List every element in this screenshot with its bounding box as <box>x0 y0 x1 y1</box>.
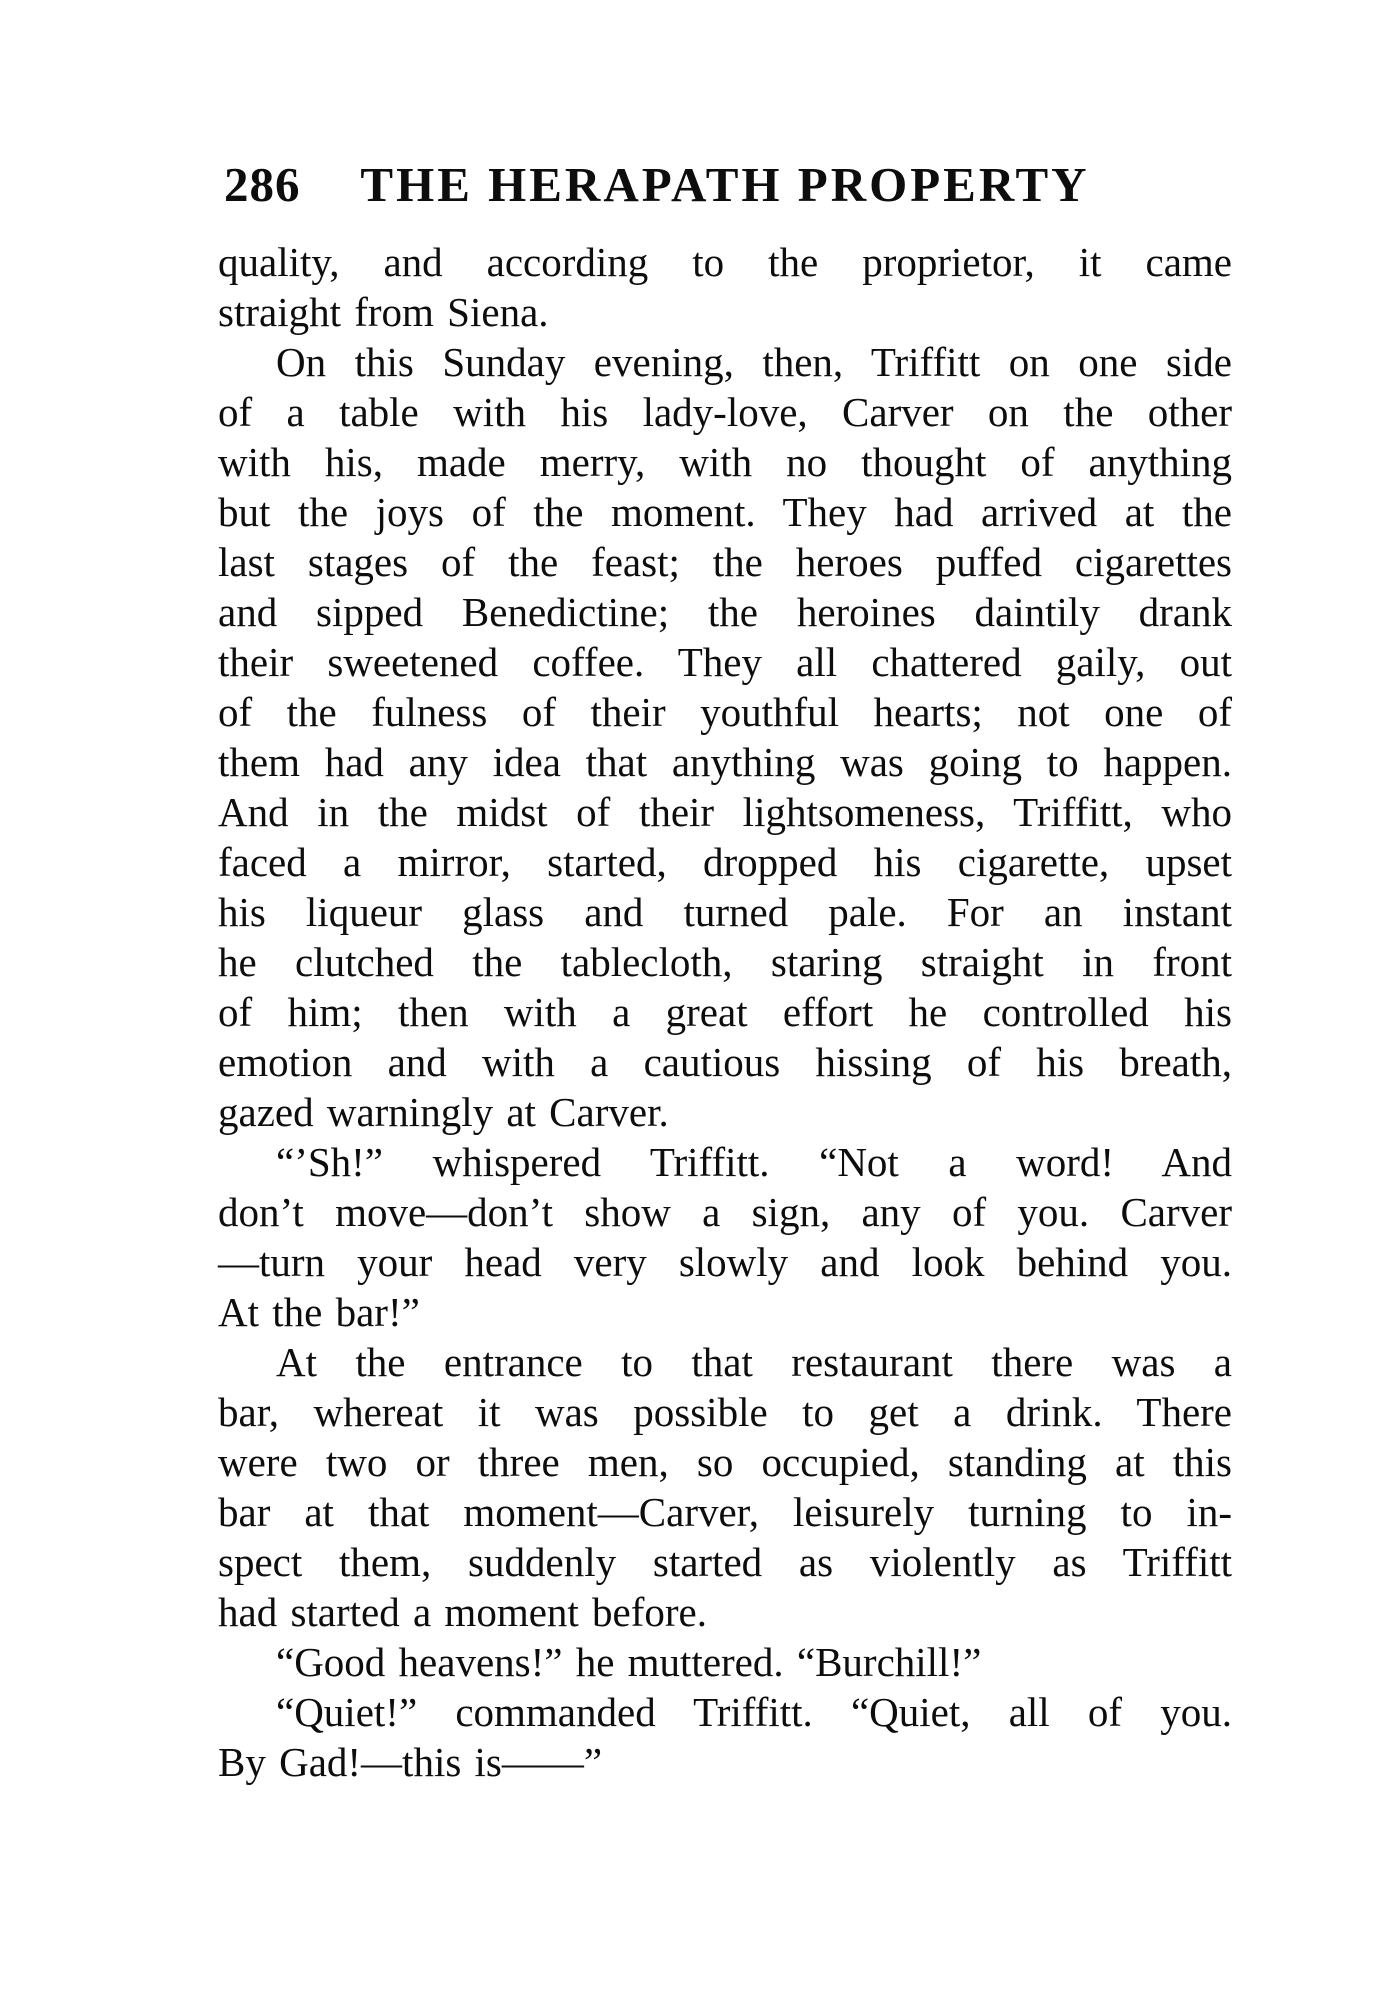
text-line: but the joys of the moment. They had arrived at the <box>218 489 1232 535</box>
text-line: faced a mirror, started, dropped his cigarette, upset <box>218 839 1232 885</box>
text-line: “’Sh!” whispered Triffitt. “Not a word! And <box>276 1139 1232 1185</box>
text-line: gazed warningly at Carver. <box>218 1089 669 1135</box>
text-line: straight from Siena. <box>218 289 549 335</box>
text-line: bar at that moment—Carver, leisurely turning to in- <box>218 1489 1232 1535</box>
text-line: At the bar!” <box>218 1289 420 1335</box>
text-line: bar, whereat it was possible to get a drink. There <box>218 1389 1232 1435</box>
text-line: quality, and according to the proprietor, it came <box>218 239 1232 285</box>
text-line: By Gad!—this is——” <box>218 1739 603 1785</box>
text-line: of a table with his lady-love, Carver on the other <box>218 389 1232 435</box>
text-line: don’t move—don’t show a sign, any of you. Carver <box>218 1189 1232 1235</box>
text-line: their sweetened coffee. They all chattered gaily, out <box>218 639 1232 685</box>
text-line: emotion and with a cautious hissing of his breath, <box>218 1039 1232 1085</box>
text-line: were two or three men, so occupied, standing at this <box>218 1439 1232 1485</box>
text-line: with his, made merry, with no thought of anything <box>218 439 1232 485</box>
text-line: had started a moment before. <box>218 1589 708 1635</box>
text-line: And in the midst of their lightsomeness, Triffitt, who <box>218 789 1232 835</box>
page-number: 286 <box>224 157 301 212</box>
text-line: spect them, suddenly started as violently as Triffitt <box>218 1539 1232 1585</box>
running-title: THE HERAPATH PROPERTY <box>360 157 1090 212</box>
text-line: “Quiet!” commanded Triffitt. “Quiet, all of you. <box>276 1689 1232 1735</box>
text-line: “Good heavens!” he muttered. “Burchill!” <box>276 1639 982 1685</box>
page-text <box>218 237 1232 1787</box>
text-line: he clutched the tablecloth, staring straight in front <box>218 939 1232 985</box>
text-line: of him; then with a great effort he controlled his <box>218 989 1232 1035</box>
text-line: them had any idea that anything was going to happen. <box>218 739 1232 785</box>
text-line: At the entrance to that restaurant there was a <box>276 1339 1232 1385</box>
text-line: and sipped Benedictine; the heroines daintily drank <box>218 589 1232 635</box>
text-line: —turn your head very slowly and look behind you. <box>218 1239 1232 1285</box>
text-line: of the fulness of their youthful hearts; not one of <box>218 689 1232 735</box>
text-line: his liqueur glass and turned pale. For an instant <box>218 889 1232 935</box>
page-header <box>218 159 1232 211</box>
text-block <box>218 159 1232 1787</box>
text-line: On this Sunday evening, then, Triffitt on one side <box>276 339 1232 385</box>
text-line: last stages of the feast; the heroes puffed cigarettes <box>218 539 1232 585</box>
